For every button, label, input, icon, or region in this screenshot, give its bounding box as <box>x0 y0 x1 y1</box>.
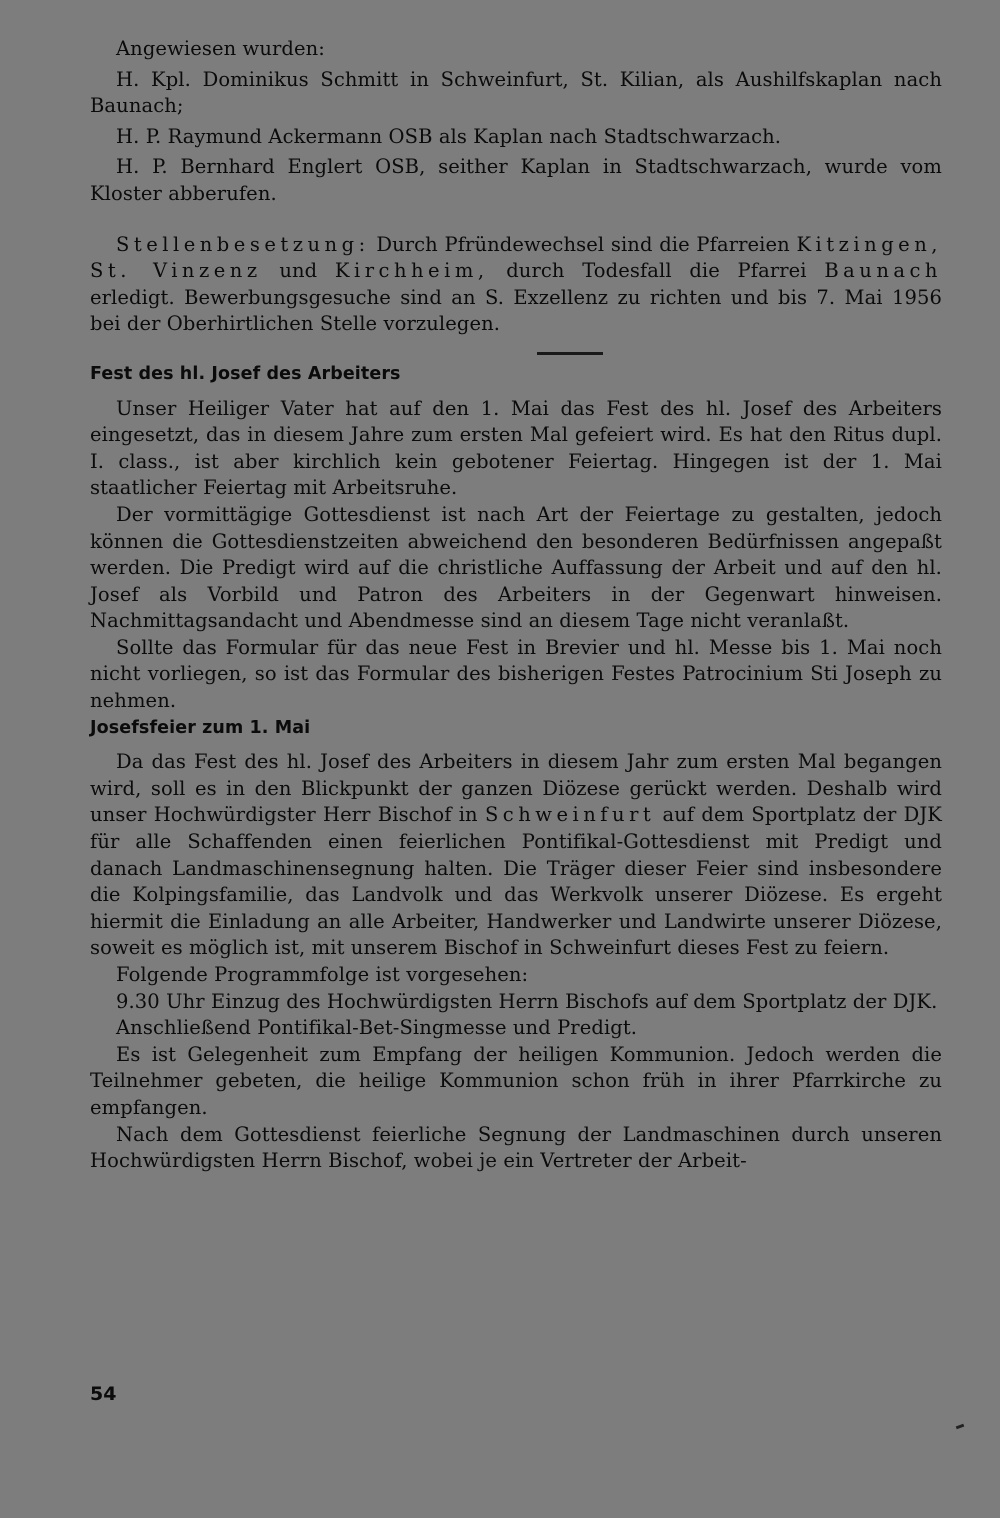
print-speck <box>956 1424 965 1430</box>
josefsfeier-paragraph: 9.30 Uhr Einzug des Hochwürdigsten Herrn Bischofs auf dem Sportplatz der DJK. <box>116 989 938 1013</box>
josefsfeier-paragraph: Folgende Programmfolge ist vorgesehen: <box>116 963 529 986</box>
fest-paragraph: Der vormittägige Gottesdienst ist nach Art der Feiertage zu gestalten, jedoch können die Gottesdienstzeiten abweichend den besonderen Bedürfnissen angepaßt werden. Die Predigt wird auf die christliche Auffassung der Arbeit und auf den hl. Josef als Vorbild und Patron des Arbeiters in der Gegenwart hinweisen. Nachmittagsandacht und Abendmesse sind an diesem Tage nicht veranlaßt. <box>90 502 942 633</box>
josefsfeier-paragraph <box>90 749 942 962</box>
stellenbesetzung-text: durch Todesfall die Pfarrei <box>506 259 807 283</box>
section-heading-fest: Fest des hl. Josef des Arbeiters <box>90 363 401 384</box>
josefsfeier-paragraph: Anschließend Pontifikal-Bet-Singmesse und Predigt. <box>116 1016 638 1040</box>
intro-paragraph: H. P. Raymund Ackermann OSB als Kaplan nach Stadtschwarzach. <box>116 124 782 148</box>
fest-paragraph: Sollte das Formular für das neue Fest in Brevier und hl. Messe bis 1. Mai noch nicht vorliegen, so ist das Formular des bisherigen Festes Patrocinium Sti Joseph zu nehmen. <box>90 635 942 713</box>
city-name: Schweinfurt <box>484 803 656 827</box>
josefsfeier-paragraph: Nach dem Gottesdienst feierliche Segnung der Landmaschinen durch unseren Hochwürdigsten Herrn Bischof, wobei je ein Vertreter der Arbeit- <box>90 1122 942 1173</box>
josefsfeier-paragraph: Es ist Gelegenheit zum Empfang der heiligen Kommunion. Jedoch werden die Teilnehmer gebeten, die heilige Kommunion schon früh in ihrer Pfarrkirche zu empfangen. <box>90 1042 942 1119</box>
stellenbesetzung-text: Durch Pfründewechsel sind die Pfarreien <box>376 232 790 256</box>
intro-paragraph: Angewiesen wurden: <box>116 37 325 60</box>
intro-paragraph: H. Kpl. Dominikus Schmitt in Schweinfurt, St. Kilian, als Aushilfskaplan nach Baunach; <box>90 67 942 118</box>
parish-name: Kitzingen, St. Vinzenz <box>90 232 942 283</box>
stellenbesetzung-paragraph <box>90 232 942 338</box>
page-number: 54 <box>90 1383 117 1405</box>
stellenbesetzung-label: Stellenbesetzung: <box>116 232 370 256</box>
josefsfeier-text: auf dem Sportplatz der DJK für alle Schaffenden einen feierlichen Pontifikal-Gottesdienst mit Predigt und danach Landmaschinensegnung halten. Die Träger dieser Feier sind insbesondere die Kolpingsfamilie, das Landvolk und das Werkvolk unserer Diözese. Es ergeht hiermit die Einladung an alle Arbeiter, Handwerker und Landwirte unserer Diözese, soweit es möglich ist, mit unserem Bischof in Schweinfurt dieses Fest zu feiern. <box>90 803 942 960</box>
josefsfeier-text: Da das Fest des hl. Josef des Arbeiters in diesem Jahr zum ersten Mal begangen wird, soll es in den Blickpunkt der ganzen Diözese gerückt werden. Deshalb wird unser Hochwürdigster Herr Bischof in <box>90 750 942 827</box>
section-divider <box>537 352 603 355</box>
stellenbesetzung-text: und <box>279 259 318 283</box>
parish-name: Baunach <box>824 259 942 283</box>
parish-name: Kirchheim, <box>334 259 489 283</box>
fest-paragraph: Unser Heiliger Vater hat auf den 1. Mai das Fest des hl. Josef des Arbeiters eingesetzt, das in diesem Jahre zum ersten Mal gefeiert wird. Es hat den Ritus dupl. I. class., ist aber kirchlich kein gebotener Feiertag. Hingegen ist der 1. Mai staatlicher Feiertag mit Arbeitsruhe. <box>90 396 942 500</box>
stellenbesetzung-text: erledigt. Bewerbungsgesuche sind an S. Exzellenz zu richten und bis 7. Mai 1956 bei der Oberhirtlichen Stelle vorzulegen. <box>90 285 942 336</box>
section-heading-josefsfeier: Josefsfeier zum 1. Mai <box>90 717 311 738</box>
document-page <box>90 36 942 1175</box>
intro-paragraph: H. P. Bernhard Englert OSB, seither Kaplan in Stadtschwarzach, wurde vom Kloster abberufen. <box>90 155 942 205</box>
